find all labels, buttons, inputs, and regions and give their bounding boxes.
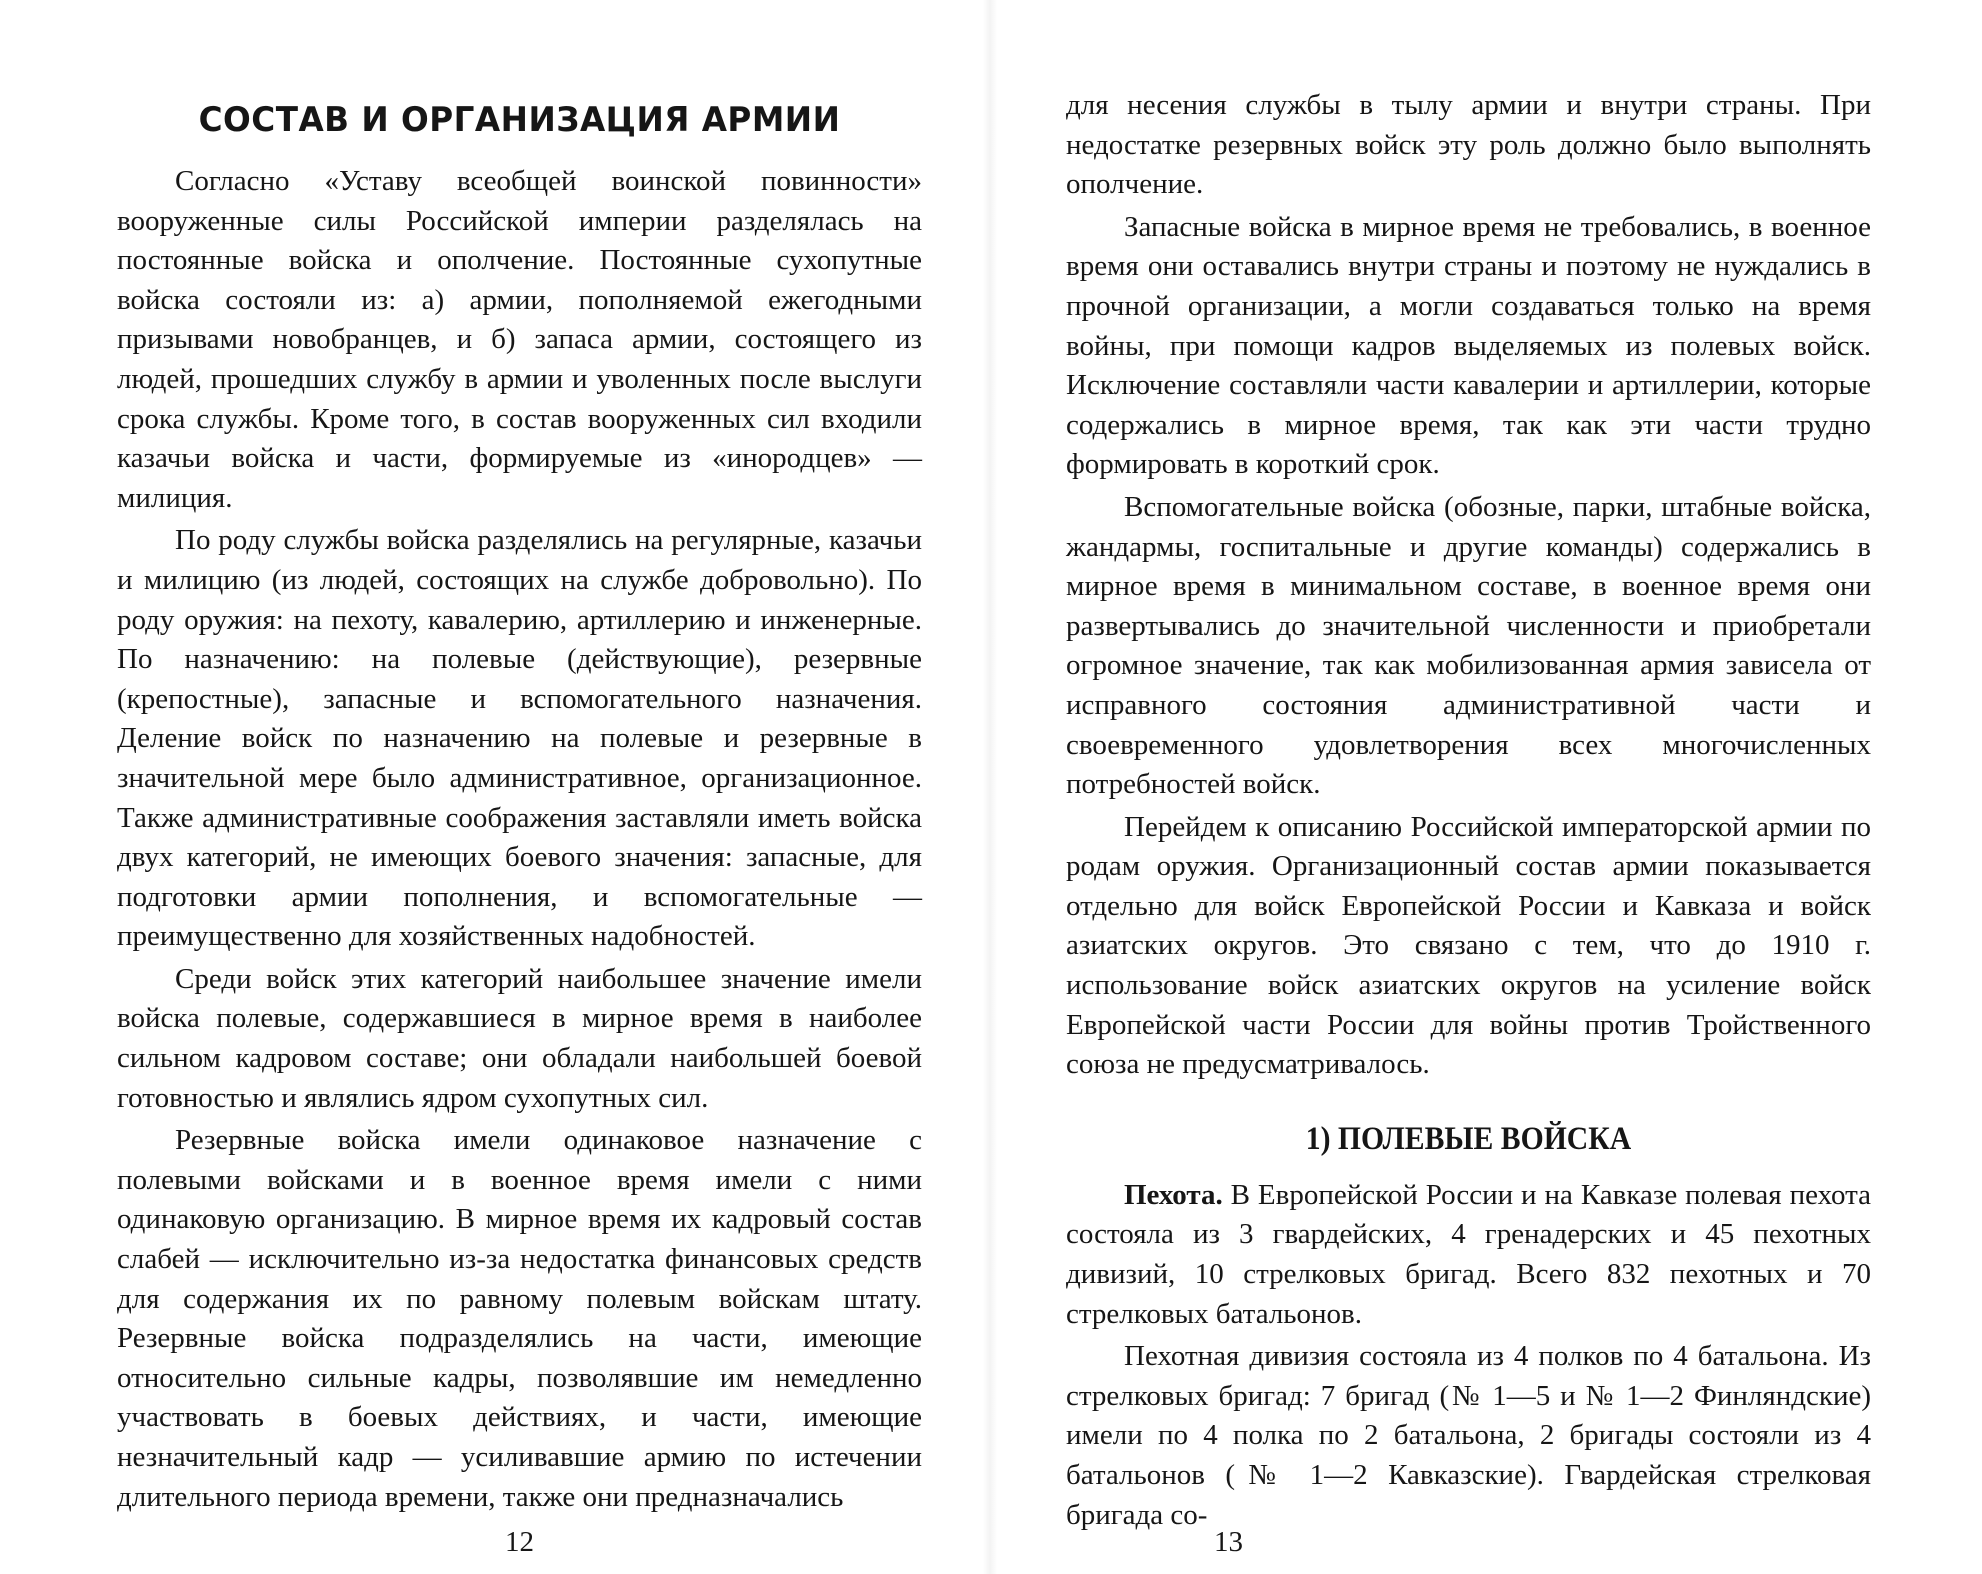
lead-text: В Европейской России и на Кавказе полевая пехота состояла из 3 гвардейских, 4 гренадерских и 45 пехотных дивизий, 10 стрелковых бригад. Всего 832 пехотных и 70 стрелковых батальонов. xyxy=(1066,1178,1871,1330)
lead-term: Пехота. xyxy=(1124,1178,1223,1211)
paragraph: По роду службы войска разделялись на регулярные, казачьи и милицию (из людей, состоящих на службе добровольно). По роду оружия: на пехоту, кавалерию, артиллерию и инженерные. По назначению: на полевые (действующие), резервные (крепостные), запасные и вспомогательного назначения. Деление войск по назначению на полевые и резервные в значительной мере было административное, организационное. Также административные соображения заставляли иметь войска двух категорий, не имеющих боевого значения: запасные, для подготовки армии пополнения, и вспомогательные — преимущественно для хозяйственных надобностей. xyxy=(117,524,922,953)
paragraph: Перейдем к описанию Российской императорской армии по родам оружия. Организационный состав армии показывается отдельно для войск Европейской России и Кавказа и войск азиатских округов. Это связано с тем, что до 1910 г. использование войск азиатских округов на усиление войск Европейской части России для войны против Тройственного союза не предусматривалось. xyxy=(1066,810,1871,1081)
paragraph: Запасные войска в мирное время не требовались, в военное время они оставались внутри страны и поэтому не нуждались в прочной организации, а могли создаваться только на время войны, при помощи кадров выделяемых из полевых войск. Исключение составляли части кавалерии и артиллерии, которые содержались в мирное время, так как эти части трудно формировать в короткий срок. xyxy=(1066,210,1871,481)
book-gutter xyxy=(983,0,997,1574)
page-number: 13 xyxy=(1214,1526,1243,1558)
paragraph: Среди войск этих категорий наибольшее значение имели войска полевые, содержавшиеся в мирное время в наиболее сильном кадровом составе; они обладали наибольшей боевой готовностью и являлись ядром сухопутных сил. xyxy=(117,962,922,1114)
paragraph: Вспомогательные войска (обозные, парки, штабные войска, жандармы, госпитальные и другие команды) содержались в мирное время в минимальном составе, в военное время они развертывались до значительной численности и приобретали огромное значение, так как мобилизованная армия зависела от исправного состояния административной части и своевременного удовлетворения всех многочисленных потребностей войск. xyxy=(1066,490,1871,801)
left-page xyxy=(117,86,922,1558)
paragraph: Согласно «Уставу всеобщей воинской повинности» вооруженные силы Российской империи разделялась на постоянные войска и ополчение. Постоянные сухопутные войска состояли из: а) армии, пополняемой ежегодными призывами новобранцев, и б) запаса армии, состоящего из людей, прошедших службу в армии и уволенных после выслуги срока службы. Кроме того, в состав вооруженных сил входили казачьи войска и части, формируемые из «инородцев» — милиция. xyxy=(117,165,922,514)
page-number: 12 xyxy=(505,1526,534,1558)
paragraph-with-lead xyxy=(1066,1176,1871,1334)
continued-paragraph: для несения службы в тылу армии и внутри страны. При недостатке резервных войск эту роль должно было выполнять ополчение. xyxy=(1066,89,1871,201)
right-page xyxy=(1066,86,1871,1558)
paragraph: Резервные войска имели одинаковое назначение с полевыми войсками и в военное время имели с ними одинаковую организацию. В мирное время их кадровый состав слабей — исключительно из-за недостатка финансовых средств для содержания их по равному полевым войскам штату. Резервные войска подразделялись на части, имеющие относительно сильные кадры, позволявшие им немедленно участвовать в боевых действиях, и части, имеющие незначительный кадр — усиливавшие армию по истечении длительного периода времени, также они предназначались xyxy=(117,1124,922,1513)
chapter-heading: СОСТАВ И ОРГАНИЗАЦИЯ АРМИИ xyxy=(198,100,841,140)
paragraph: Пехотная дивизия состояла из 4 полков по 4 батальона. Из стрелковых бригад: 7 бригад (№ 1—5 и № 1—2 Финляндские) имели по 4 полка по 2 батальона, 2 бригады состояли из 4 батальонов (№ 1—2 Кавказские). Гвардейская стрелковая бригада со- xyxy=(1066,1340,1871,1531)
section-heading: 1) ПОЛЕВЫЕ ВОЙСКА xyxy=(1305,1120,1632,1157)
